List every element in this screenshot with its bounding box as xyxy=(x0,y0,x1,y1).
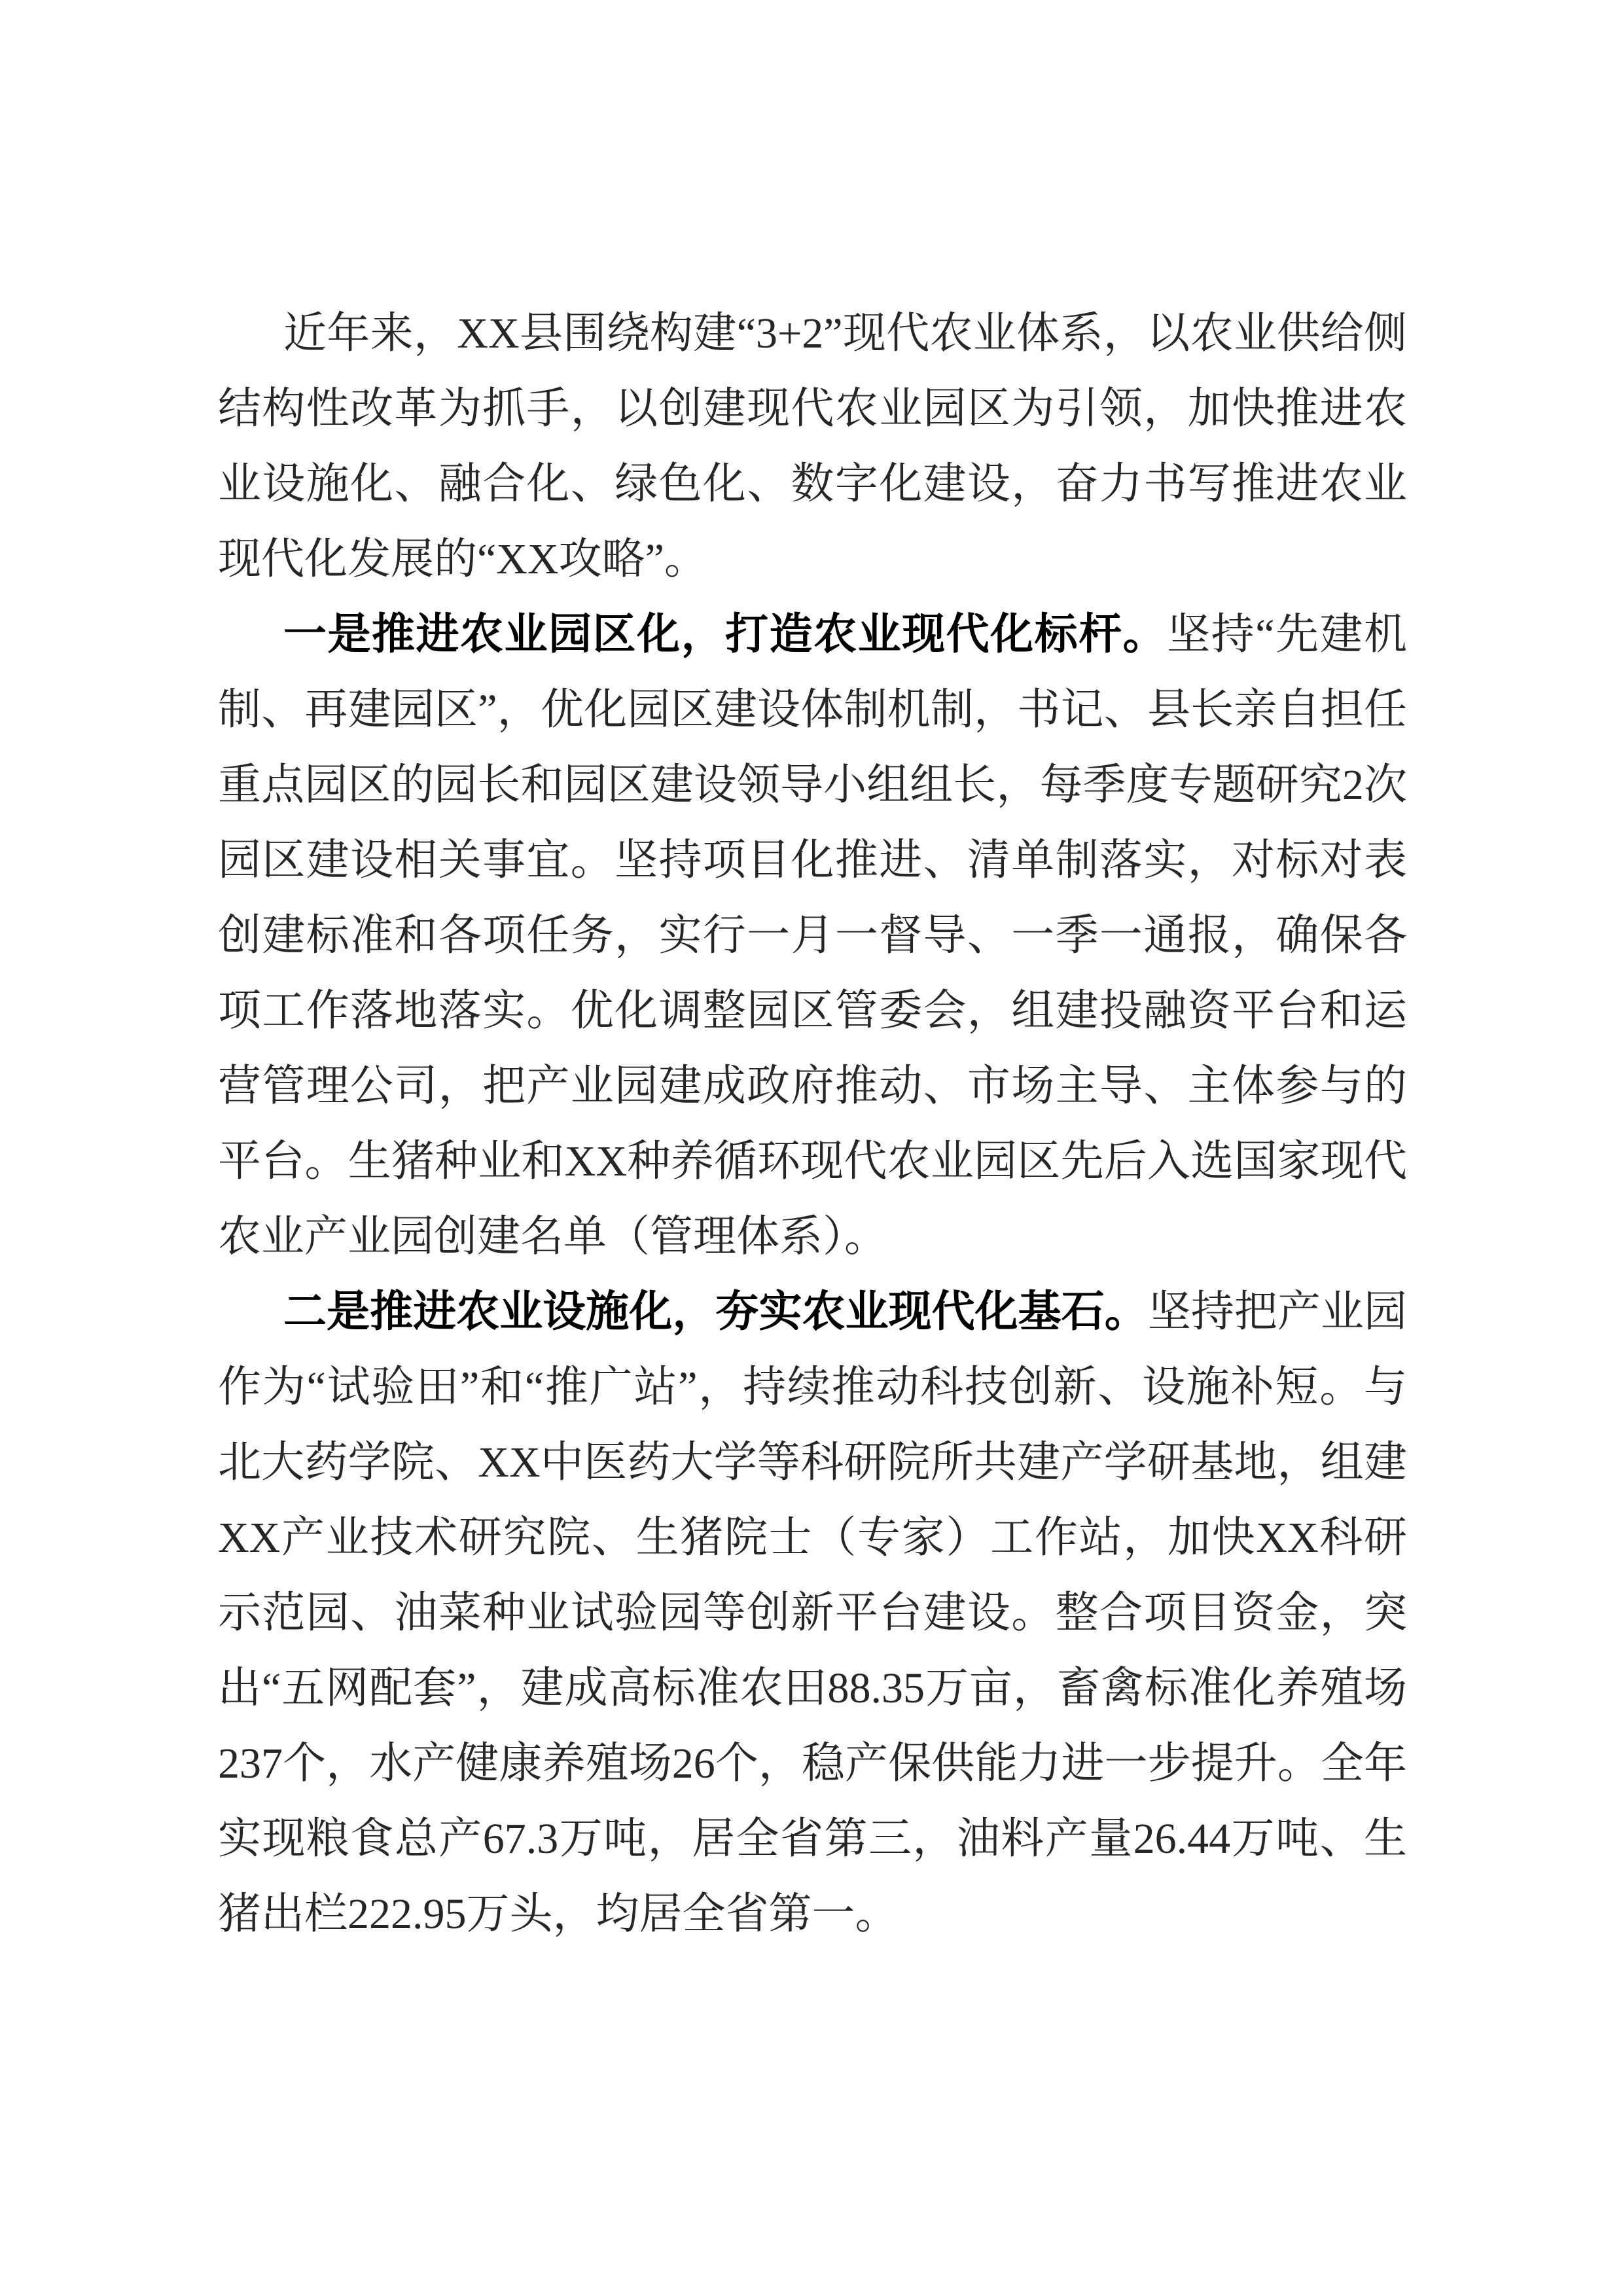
paragraph-point-2 xyxy=(218,1274,1407,1952)
paragraph-intro-text: 近年来，XX县围绕构建“3+2”现代农业体系，以农业供给侧结构性改革为抓手，以创建现代农业园区为引领，加快推进农业设施化、融合化、绿色化、数字化建设，奋力书写推进农业现代化发展的“XX攻略”。 xyxy=(218,310,1407,583)
document-body xyxy=(218,296,1407,1952)
paragraph-point-1-body: 坚持“先建机制、再建园区”，优化园区建设体制机制，书记、县长亲自担任重点园区的园长和园区建设领导小组组长，每季度专题研究2次园区建设相关事宜。坚持项目化推进、清单制落实，对标对表创建标准和各项任务，实行一月一督导、一季一通报，确保各项工作落地落实。优化调整园区管委会，组建投融资平台和运营管理公司，把产业园建成政府推动、市场主导、主体参与的平台。生猪种业和XX种养循环现代农业园区先后入选国家现代农业产业园创建名单（管理体系）。 xyxy=(218,611,1408,1261)
paragraph-point-2-lead: 二是推进农业设施化，夯实农业现代化基石。 xyxy=(283,1288,1148,1336)
paragraph-point-1-lead: 一是推进农业园区化，打造农业现代化标杆。 xyxy=(283,611,1168,658)
paragraph-point-2-body: 坚持把产业园作为“试验田”和“推广站”，持续推动科技创新、设施补短。与北大药学院、XX中医药大学等科研院所共建产学研基地，组建XX产业技术研究院、生猪院士（专家）工作站，加快XX科研示范园、油菜种业试验园等创新平台建设。整合项目资金，突出“五网配套”，建成高标准农田88.35万亩，畜禽标准化养殖场237个，水产健康养殖场26个，稳产保供能力进一步提升。全年实现粮食总产67.3万吨，居全省第三，油料产量26.44万吨、生猪出栏222.95万头，均居全省第一。 xyxy=(218,1288,1408,1938)
paragraph-intro xyxy=(218,296,1407,597)
paragraph-point-1 xyxy=(218,597,1407,1274)
